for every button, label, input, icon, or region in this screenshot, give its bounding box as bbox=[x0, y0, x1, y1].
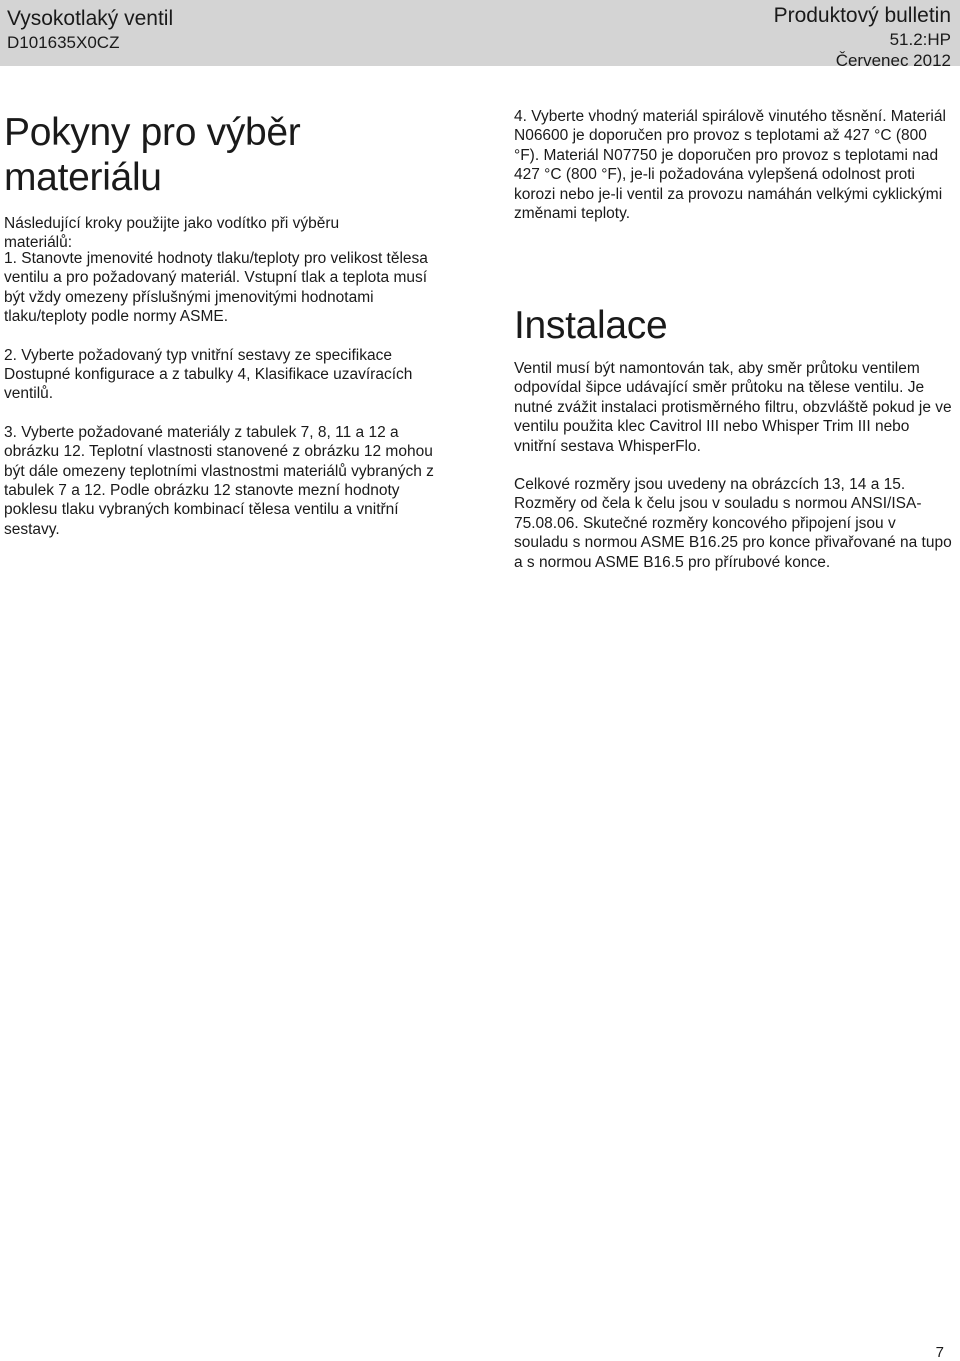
installation-section bbox=[514, 303, 954, 572]
installation-paragraph-1: Ventil musí být namontován tak, aby směr průtoku ventilem odpovídal šipce udávající směr průtoku na tělese ventilu. Je nutné zvážit instalaci protisměrného filtru, obzvláště pokud je ve ventilu použita klec Cavitrol III nebo Whisper Trim III nebo vnitřní sestava WhisperFlo. bbox=[514, 360, 952, 455]
step-2: 2. Vyberte požadovaný typ vnitřní sestavy ze specifikace Dostupné konfigurace a z tabulky 4, Klasifikace uzavíracích ventilů. bbox=[4, 346, 413, 403]
bulletin-date: Červenec 2012 bbox=[835, 51, 951, 70]
bulletin-code: 51.2:HP bbox=[889, 30, 951, 49]
installation-paragraph-2: Celkové rozměry jsou uvedeny na obrázcích 13, 14 a 15. Rozměry od čela k čelu jsou v souladu s normou ANSI/ISA-75.08.06. Skutečné rozměry koncového připojení jsou v souladu s normou ASME B16.25 pro konce přivařované na tupo a s normou ASME B16.5 pro přírubové konce. bbox=[514, 476, 952, 571]
step-3: 3. Vyberte požadované materiály z tabulek 7, 8, 11 a 12 a obrázku 12. Teplotní vlastnosti stanovené z obrázku 12 mohou být dále omezeny teplotními vlastnostmi materiálů vybraných z tabulek 7 a 12. Podle obrázku 12 stanovte mezní hodnoty poklesu tlaku vybraných kombinací tělesa ventilu a vnitřní sestavy. bbox=[4, 423, 434, 538]
step-4-block bbox=[514, 107, 954, 223]
header-right bbox=[774, 3, 951, 71]
section-heading: Pokyny pro výběr materiálu bbox=[4, 111, 301, 199]
page-header bbox=[0, 0, 960, 70]
page-number: 7 bbox=[935, 1344, 944, 1361]
bulletin-title: Produktový bulletin bbox=[773, 4, 951, 27]
document-code: D101635X0CZ bbox=[7, 33, 120, 52]
step-1: 1. Stanovte jmenovité hodnoty tlaku/teploty pro velikost tělesa ventilu a pro požadovaný materiál. Vstupní tlak a teplota musí být vždy omezeny příslušnými jmenovitými hodnotami tlaku/teploty podle normy ASME. bbox=[4, 250, 428, 326]
material-selection-section bbox=[4, 110, 444, 253]
steps-list bbox=[4, 249, 444, 558]
document-title: Vysokotlaký ventil bbox=[7, 7, 174, 30]
header-left bbox=[7, 6, 173, 53]
section-intro: Následující kroky použijte jako vodítko při výběru materiálů: bbox=[4, 215, 340, 252]
installation-heading: Instalace bbox=[514, 304, 668, 347]
step-4: 4. Vyberte vhodný materiál spirálově vinutého těsnění. Materiál N06600 je doporučen pro provoz s teplotami až 427 °C (800 °F). Materiál N07750 je doporučen pro provoz s teplotami nad 427 °C (800 °F), je-li požadována vylepšená odolnost proti korozi nebo je-li ventil za provozu namáhán velkými cyklickými změnami teploty. bbox=[514, 108, 946, 223]
